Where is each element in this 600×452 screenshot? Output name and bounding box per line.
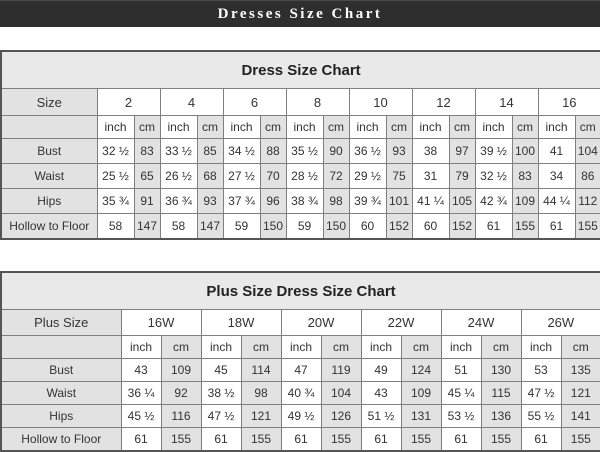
size-header: 14	[475, 89, 538, 116]
cm-value: 155	[401, 428, 441, 452]
cm-value: 100	[512, 139, 538, 164]
cm-value: 104	[321, 382, 361, 405]
measurement-row	[1, 359, 600, 382]
size-header: 6	[223, 89, 286, 116]
cm-value: 83	[512, 164, 538, 189]
standard-dress-size-table	[0, 50, 600, 240]
chart-title: Plus Size Dress Size Chart	[1, 272, 600, 310]
unit-inch-header: inch	[121, 336, 161, 359]
unit-cm-header: cm	[386, 116, 412, 139]
size-header-row	[1, 89, 600, 116]
measurement-row	[1, 189, 600, 214]
inch-value: 31	[412, 164, 449, 189]
plus-dress-size-table	[0, 271, 600, 452]
unit-cm-header: cm	[321, 336, 361, 359]
cm-value: 119	[321, 359, 361, 382]
unit-inch-header: inch	[223, 116, 260, 139]
inch-value: 61	[281, 428, 321, 452]
cm-value: 96	[260, 189, 286, 214]
unit-inch-header: inch	[97, 116, 134, 139]
measurement-row	[1, 164, 600, 189]
unit-cm-header: cm	[260, 116, 286, 139]
cm-value: 68	[197, 164, 223, 189]
cm-value: 135	[561, 359, 600, 382]
inch-value: 34	[538, 164, 575, 189]
measurement-row	[1, 405, 600, 428]
unit-cm-header: cm	[401, 336, 441, 359]
inch-value: 58	[97, 214, 134, 240]
unit-cm-header: cm	[575, 116, 600, 139]
measurement-label: Hips	[1, 405, 121, 428]
inch-value: 61	[201, 428, 241, 452]
inch-value: 61	[361, 428, 401, 452]
size-header: 24W	[441, 310, 521, 336]
inch-value: 36 ¼	[121, 382, 161, 405]
inch-value: 58	[160, 214, 197, 240]
unit-cm-header: cm	[161, 336, 201, 359]
cm-value: 79	[449, 164, 475, 189]
inch-value: 42 ¾	[475, 189, 512, 214]
measurement-label: Hips	[1, 189, 97, 214]
cm-value: 109	[401, 382, 441, 405]
cm-value: 101	[386, 189, 412, 214]
unit-cm-header: cm	[197, 116, 223, 139]
cm-value: 155	[241, 428, 281, 452]
cm-value: 98	[323, 189, 349, 214]
cm-value: 109	[161, 359, 201, 382]
inch-value: 47 ½	[201, 405, 241, 428]
inch-value: 59	[223, 214, 260, 240]
unit-header-row	[1, 336, 600, 359]
inch-value: 60	[412, 214, 449, 240]
inch-value: 34 ½	[223, 139, 260, 164]
inch-value: 28 ½	[286, 164, 323, 189]
page-title: Dresses Size Chart	[217, 6, 383, 22]
inch-value: 35 ¾	[97, 189, 134, 214]
unit-inch-header: inch	[521, 336, 561, 359]
measurement-label: Waist	[1, 164, 97, 189]
unit-inch-header: inch	[412, 116, 449, 139]
inch-value: 26 ½	[160, 164, 197, 189]
inch-value: 35 ½	[286, 139, 323, 164]
inch-value: 51 ½	[361, 405, 401, 428]
size-header: 22W	[361, 310, 441, 336]
inch-value: 47 ½	[521, 382, 561, 405]
inch-value: 43	[361, 382, 401, 405]
size-header: 2	[97, 89, 160, 116]
unit-cm-header: cm	[241, 336, 281, 359]
measurement-label: Hollow to Floor	[1, 428, 121, 452]
inch-value: 59	[286, 214, 323, 240]
size-header: 12	[412, 89, 475, 116]
cm-value: 116	[161, 405, 201, 428]
cm-value: 105	[449, 189, 475, 214]
unit-inch-header: inch	[441, 336, 481, 359]
inch-value: 33 ½	[160, 139, 197, 164]
cm-value: 155	[575, 214, 600, 240]
unit-corner-cell	[1, 336, 121, 359]
unit-cm-header: cm	[512, 116, 538, 139]
size-header: 26W	[521, 310, 600, 336]
size-header: 20W	[281, 310, 361, 336]
inch-value: 55 ½	[521, 405, 561, 428]
cm-value: 91	[134, 189, 160, 214]
inch-value: 44 ¼	[538, 189, 575, 214]
cm-value: 75	[386, 164, 412, 189]
inch-value: 61	[121, 428, 161, 452]
inch-value: 53	[521, 359, 561, 382]
unit-cm-header: cm	[134, 116, 160, 139]
cm-value: 150	[260, 214, 286, 240]
cm-value: 109	[512, 189, 538, 214]
inch-value: 41 ¼	[412, 189, 449, 214]
cm-value: 121	[561, 382, 600, 405]
inch-value: 39 ½	[475, 139, 512, 164]
measurement-label: Bust	[1, 359, 121, 382]
inch-value: 25 ½	[97, 164, 134, 189]
unit-corner-cell	[1, 116, 97, 139]
cm-value: 92	[161, 382, 201, 405]
inch-value: 38 ¾	[286, 189, 323, 214]
size-header: 10	[349, 89, 412, 116]
chart-title: Dress Size Chart	[1, 51, 600, 89]
measurement-row	[1, 428, 600, 452]
inch-value: 45 ½	[121, 405, 161, 428]
measurement-row	[1, 139, 600, 164]
inch-value: 49	[361, 359, 401, 382]
cm-value: 155	[321, 428, 361, 452]
unit-inch-header: inch	[361, 336, 401, 359]
inch-value: 61	[521, 428, 561, 452]
measurement-label: Hollow to Floor	[1, 214, 97, 240]
cm-value: 86	[575, 164, 600, 189]
cm-value: 112	[575, 189, 600, 214]
inch-value: 49 ½	[281, 405, 321, 428]
inch-value: 53 ½	[441, 405, 481, 428]
cm-value: 93	[386, 139, 412, 164]
inch-value: 61	[475, 214, 512, 240]
measurement-row	[1, 382, 600, 405]
cm-value: 115	[481, 382, 521, 405]
inch-value: 36 ¾	[160, 189, 197, 214]
cm-value: 126	[321, 405, 361, 428]
inch-value: 45	[201, 359, 241, 382]
inch-value: 29 ½	[349, 164, 386, 189]
inch-value: 47	[281, 359, 321, 382]
unit-cm-header: cm	[561, 336, 600, 359]
inch-value: 45 ¼	[441, 382, 481, 405]
inch-value: 40 ¾	[281, 382, 321, 405]
cm-value: 152	[449, 214, 475, 240]
inch-value: 32 ½	[97, 139, 134, 164]
size-header: 16	[538, 89, 600, 116]
inch-value: 38	[412, 139, 449, 164]
cm-value: 147	[197, 214, 223, 240]
size-label: Plus Size	[1, 310, 121, 336]
unit-cm-header: cm	[323, 116, 349, 139]
inch-value: 27 ½	[223, 164, 260, 189]
unit-cm-header: cm	[481, 336, 521, 359]
inch-value: 61	[441, 428, 481, 452]
measurement-label: Waist	[1, 382, 121, 405]
inch-value: 61	[538, 214, 575, 240]
measurement-label: Bust	[1, 139, 97, 164]
cm-value: 155	[561, 428, 600, 452]
cm-value: 155	[161, 428, 201, 452]
size-header-row	[1, 310, 600, 336]
chart-title-row	[1, 51, 600, 89]
unit-inch-header: inch	[160, 116, 197, 139]
unit-inch-header: inch	[286, 116, 323, 139]
measurement-row	[1, 214, 600, 240]
cm-value: 65	[134, 164, 160, 189]
cm-value: 141	[561, 405, 600, 428]
inch-value: 39 ¾	[349, 189, 386, 214]
cm-value: 90	[323, 139, 349, 164]
cm-value: 70	[260, 164, 286, 189]
inch-value: 41	[538, 139, 575, 164]
cm-value: 147	[134, 214, 160, 240]
cm-value: 130	[481, 359, 521, 382]
chart-title-row	[1, 272, 600, 310]
cm-value: 121	[241, 405, 281, 428]
cm-value: 104	[575, 139, 600, 164]
size-header: 18W	[201, 310, 281, 336]
unit-header-row	[1, 116, 600, 139]
size-header: 4	[160, 89, 223, 116]
cm-value: 83	[134, 139, 160, 164]
unit-inch-header: inch	[281, 336, 321, 359]
inch-value: 37 ¾	[223, 189, 260, 214]
inch-value: 38 ½	[201, 382, 241, 405]
cm-value: 152	[386, 214, 412, 240]
cm-value: 85	[197, 139, 223, 164]
cm-value: 72	[323, 164, 349, 189]
page-title-bar	[0, 0, 600, 27]
inch-value: 51	[441, 359, 481, 382]
inch-value: 60	[349, 214, 386, 240]
inch-value: 32 ½	[475, 164, 512, 189]
unit-cm-header: cm	[449, 116, 475, 139]
size-header: 8	[286, 89, 349, 116]
unit-inch-header: inch	[475, 116, 512, 139]
cm-value: 155	[512, 214, 538, 240]
cm-value: 150	[323, 214, 349, 240]
size-header: 16W	[121, 310, 201, 336]
cm-value: 88	[260, 139, 286, 164]
cm-value: 136	[481, 405, 521, 428]
inch-value: 36 ½	[349, 139, 386, 164]
size-label: Size	[1, 89, 97, 116]
cm-value: 93	[197, 189, 223, 214]
cm-value: 155	[481, 428, 521, 452]
unit-inch-header: inch	[201, 336, 241, 359]
cm-value: 131	[401, 405, 441, 428]
unit-inch-header: inch	[538, 116, 575, 139]
cm-value: 124	[401, 359, 441, 382]
unit-inch-header: inch	[349, 116, 386, 139]
inch-value: 43	[121, 359, 161, 382]
cm-value: 114	[241, 359, 281, 382]
cm-value: 97	[449, 139, 475, 164]
cm-value: 98	[241, 382, 281, 405]
